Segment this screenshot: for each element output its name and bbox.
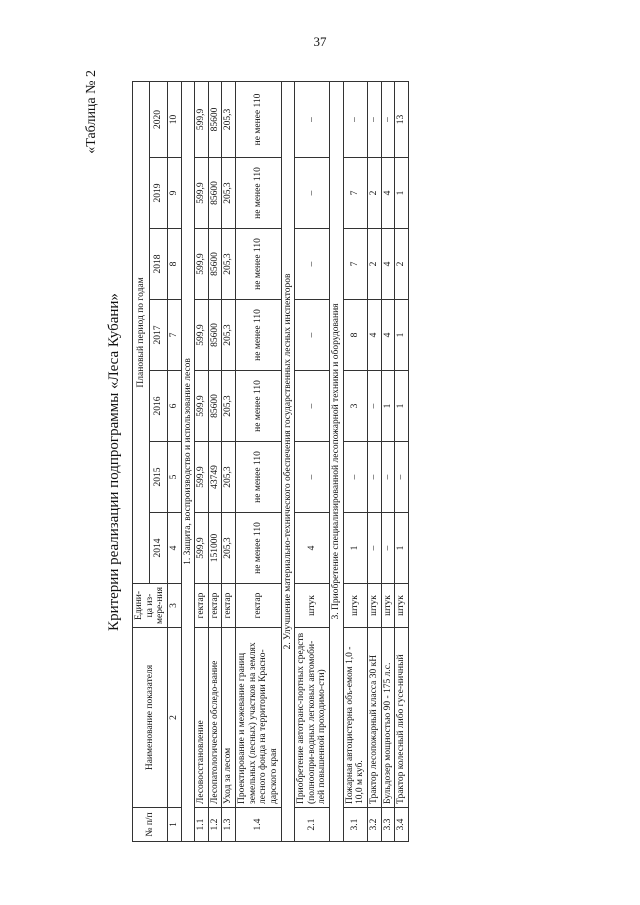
row-name: Пожарная автоцистерна объ-емом 1,0 - 10,0 м куб.: [343, 628, 367, 808]
rotated-table-sheet: [80, 62, 560, 862]
year-value: 4: [381, 229, 395, 300]
year-value: 85600: [208, 158, 222, 229]
section-row: [330, 81, 344, 841]
section-title: 1. Защита, воспроизводство и использование лесов: [181, 81, 195, 841]
year-value: –: [367, 442, 381, 513]
row-name: Бульдозер мощностью 90 - 175 л.с.: [381, 628, 395, 808]
year-value: 4: [381, 158, 395, 229]
year-value: не менее 110: [236, 513, 282, 584]
row-unit: гектар: [208, 584, 222, 628]
table-label: «Таблица № 2: [84, 70, 99, 154]
row-unit: штук: [395, 584, 409, 628]
year-value: 205,3: [222, 300, 236, 371]
year-value: 4: [381, 300, 395, 371]
section-row: [281, 81, 295, 841]
year-value: 7: [343, 158, 367, 229]
column-index: 6: [167, 371, 181, 442]
column-index: 4: [167, 513, 181, 584]
year-value: 2: [367, 158, 381, 229]
row-num: 1.2: [208, 808, 222, 842]
row-num: 1.4: [236, 808, 282, 842]
year-value: 205,3: [222, 513, 236, 584]
row-name: Трактор колесный либо гусе-ничный: [395, 628, 409, 808]
year-value: 599,9: [195, 371, 209, 442]
year-value: 599,9: [195, 513, 209, 584]
section-title: 3. Приобретение специализированной лесопожарной техники и оборудования: [330, 81, 344, 841]
year-value: 1: [395, 158, 409, 229]
table-row: [208, 81, 222, 841]
section-title: 2. Улучшение материально-технического обеспечения государственных лесных инспекторов: [281, 81, 295, 841]
table-body: [167, 81, 408, 841]
year-value: 151000: [208, 513, 222, 584]
table-row: [222, 81, 236, 841]
year-value: 2: [367, 229, 381, 300]
year-value: –: [295, 229, 330, 300]
row-name: Трактор лесопожарный класса 30 кН: [367, 628, 381, 808]
year-value: 1: [395, 371, 409, 442]
column-index: 8: [167, 229, 181, 300]
column-index: 1: [167, 808, 181, 842]
header-unit: Едини-ца из-мере-ния: [133, 584, 168, 628]
table-row: [395, 81, 409, 841]
year-value: 599,9: [195, 300, 209, 371]
column-index: 5: [167, 442, 181, 513]
table-row: [236, 81, 282, 841]
year-value: 205,3: [222, 371, 236, 442]
year-value: 205,3: [222, 229, 236, 300]
year-value: 599,9: [195, 442, 209, 513]
year-value: 85600: [208, 229, 222, 300]
row-num: 2.1: [295, 808, 330, 842]
column-index: 2: [167, 628, 181, 808]
year-value: 4: [367, 300, 381, 371]
year-value: –: [381, 81, 395, 157]
table-row: [295, 81, 330, 841]
year-value: не менее 110: [236, 158, 282, 229]
header-year: 2020: [150, 81, 167, 157]
year-value: 1: [343, 513, 367, 584]
year-value: не менее 110: [236, 371, 282, 442]
year-value: 4: [295, 513, 330, 584]
row-unit: штук: [381, 584, 395, 628]
row-num: 3.2: [367, 808, 381, 842]
row-num: 3.1: [343, 808, 367, 842]
year-value: 85600: [208, 371, 222, 442]
header-year: 2016: [150, 371, 167, 442]
row-unit: гектар: [195, 584, 209, 628]
row-name: Приобретение автотранс-портных средств (полноопри-водных легковых автомоби-лей повышенной проходимо-сти): [295, 628, 330, 808]
row-name: Лесопатологическое обследо-вание: [208, 628, 222, 808]
column-index: 7: [167, 300, 181, 371]
table-title: Критерии реализации подпрограммы «Леса Кубани»: [106, 293, 122, 631]
row-num: 3.4: [395, 808, 409, 842]
year-value: –: [343, 81, 367, 157]
header-num: № п/п: [133, 808, 168, 842]
year-value: –: [367, 513, 381, 584]
year-value: –: [295, 442, 330, 513]
year-value: 3: [343, 371, 367, 442]
column-index: 10: [167, 81, 181, 157]
table-row: [367, 81, 381, 841]
row-unit: гектар: [222, 584, 236, 628]
row-num: 1.3: [222, 808, 236, 842]
header-name: Наименование показателя: [133, 628, 168, 808]
year-value: –: [367, 81, 381, 157]
header-row: [133, 81, 150, 841]
year-value: –: [295, 81, 330, 157]
row-name: Лесовосстановление: [195, 628, 209, 808]
year-value: не менее 110: [236, 300, 282, 371]
row-num: 3.3: [381, 808, 395, 842]
year-value: 1: [381, 371, 395, 442]
row-name: Уход за лесом: [222, 628, 236, 808]
year-value: –: [295, 371, 330, 442]
year-value: 599,9: [195, 229, 209, 300]
year-value: не менее 110: [236, 81, 282, 157]
header-year: 2014: [150, 513, 167, 584]
year-value: 7: [343, 229, 367, 300]
header-year: 2019: [150, 158, 167, 229]
year-value: 599,9: [195, 158, 209, 229]
page-number: 37: [313, 34, 327, 49]
table-row: [381, 81, 395, 841]
year-value: 85600: [208, 81, 222, 157]
year-value: 1: [395, 300, 409, 371]
year-value: 205,3: [222, 81, 236, 157]
row-unit: штук: [295, 584, 330, 628]
row-unit: гектар: [236, 584, 282, 628]
year-value: 8: [343, 300, 367, 371]
column-index-row: [167, 81, 181, 841]
year-value: 1: [395, 513, 409, 584]
year-value: –: [381, 513, 395, 584]
year-value: 205,3: [222, 158, 236, 229]
year-value: –: [343, 442, 367, 513]
row-name: Проектирование и межевание границ земельных (лесных) участков на землях лесного фонда на территории Красно-дарского края: [236, 628, 282, 808]
year-value: 205,3: [222, 442, 236, 513]
row-num: 1.1: [195, 808, 209, 842]
table-row: [343, 81, 367, 841]
year-value: 2: [395, 229, 409, 300]
header-year: 2015: [150, 442, 167, 513]
header-period: Плановый период по годам: [133, 81, 150, 583]
section-row: [181, 81, 195, 841]
table-row: [195, 81, 209, 841]
year-value: 599,9: [195, 81, 209, 157]
year-value: –: [381, 442, 395, 513]
header-year: 2017: [150, 300, 167, 371]
column-index: 9: [167, 158, 181, 229]
year-value: –: [395, 442, 409, 513]
year-value: не менее 110: [236, 229, 282, 300]
row-unit: штук: [367, 584, 381, 628]
year-value: –: [367, 371, 381, 442]
year-value: 43749: [208, 442, 222, 513]
row-unit: штук: [343, 584, 367, 628]
year-value: 85600: [208, 300, 222, 371]
year-value: не менее 110: [236, 442, 282, 513]
year-value: 13: [395, 81, 409, 157]
criteria-table: [132, 81, 409, 842]
column-index: 3: [167, 584, 181, 628]
year-value: –: [295, 300, 330, 371]
year-value: –: [295, 158, 330, 229]
header-year: 2018: [150, 229, 167, 300]
